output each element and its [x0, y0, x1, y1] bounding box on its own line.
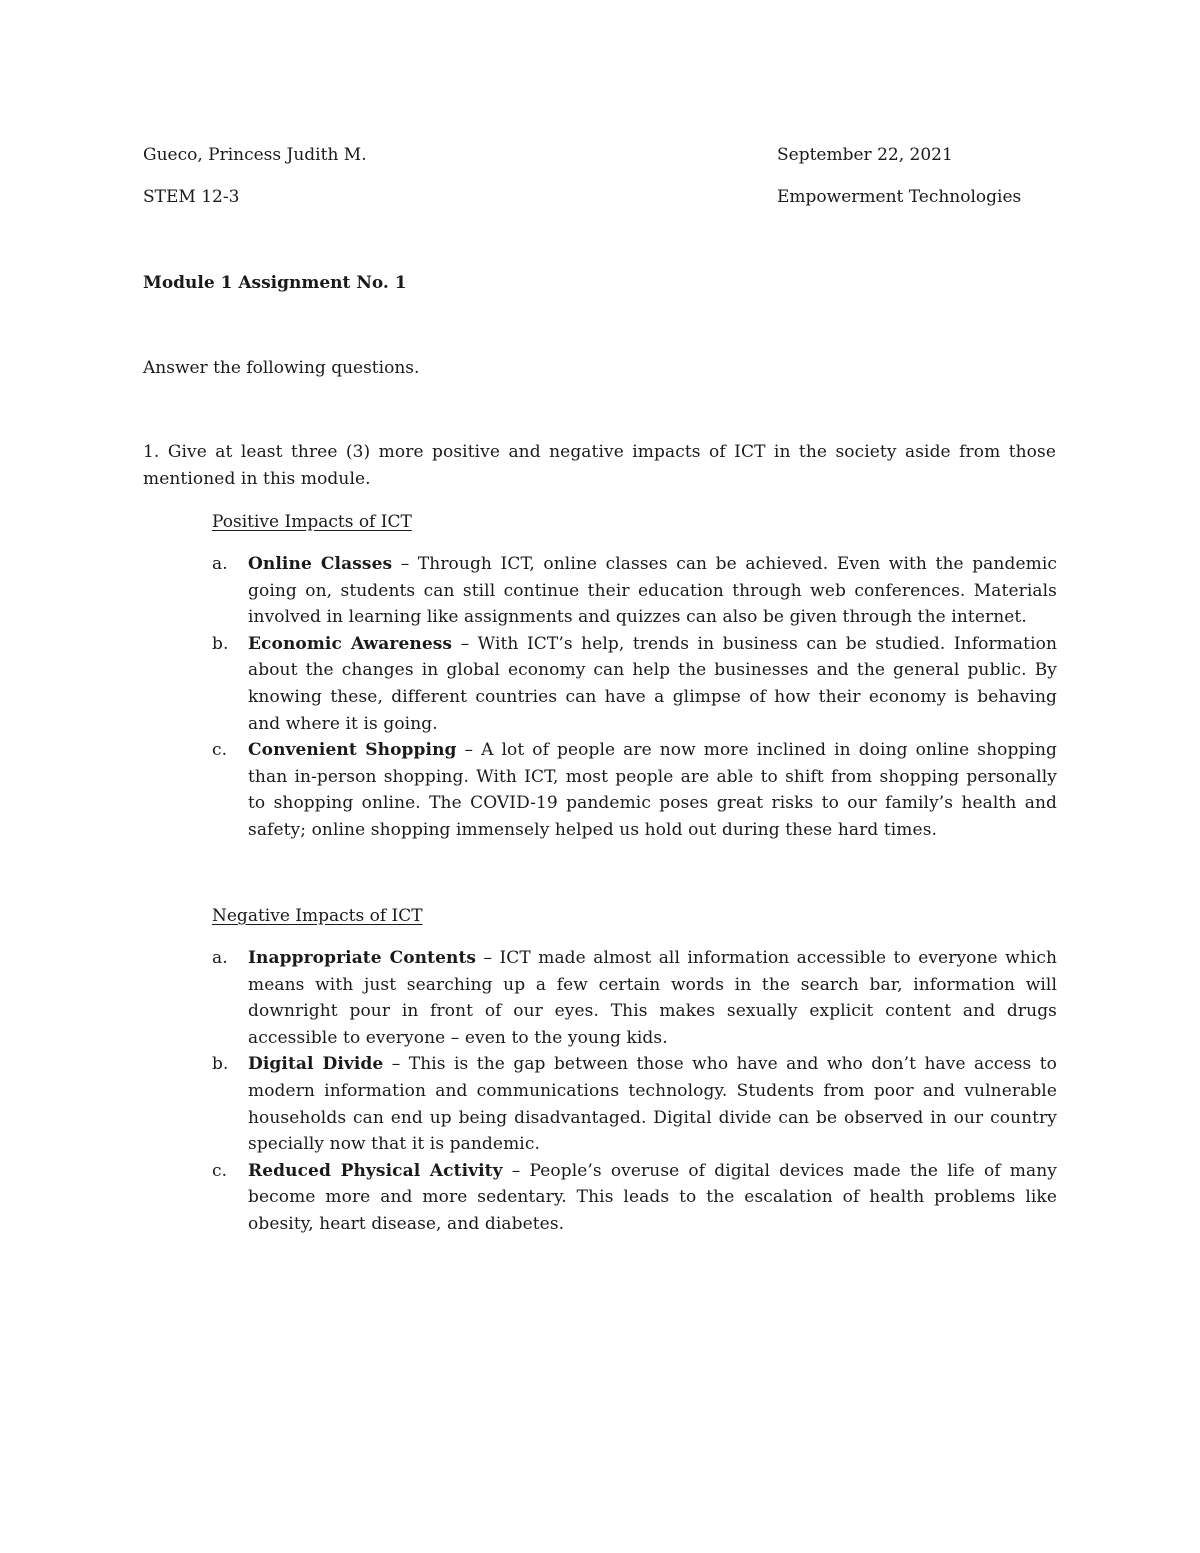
- question-text: 1. Give at least three (3) more positive and negative impacts of ICT in the society aside from those mentioned in this module.: [143, 442, 1056, 489]
- list-item: [212, 1158, 1057, 1238]
- student-name: Gueco, Princess Judith M.: [143, 145, 367, 165]
- positive-impacts-list: [212, 551, 1057, 844]
- list-marker: c.: [212, 740, 228, 761]
- impact-term: Online Classes: [248, 554, 393, 574]
- impact-description: – ICT made almost all information accessible to everyone which means with just searching up a few certain words in the search bar, information will downright pour in front of our eyes. This makes sexually explicit content and drugs accessible to everyone – even to the young kids.: [248, 948, 1057, 1048]
- impact-term: Digital Divide: [248, 1054, 384, 1075]
- list-marker: c.: [212, 1160, 228, 1181]
- list-marker: a.: [212, 554, 228, 574]
- list-marker: a.: [212, 948, 228, 968]
- list-item: [212, 551, 1057, 631]
- instructions: Answer the following questions.: [143, 358, 420, 378]
- list-marker: b.: [212, 1054, 229, 1075]
- impact-description: – Through ICT, online classes can be achieved. Even with the pandemic going on, students can still continue their education through web conferences. Materials involved in learning like assignments and quizzes can also be given through the internet.: [248, 554, 1057, 628]
- list-item: [212, 1051, 1057, 1157]
- impact-description: – People’s overuse of digital devices made the life of many become more and more sedentary. This leads to the escalation of health problems like obesity, heart disease, and diabetes.: [248, 1160, 1058, 1234]
- list-item: [212, 737, 1057, 843]
- subject-name: Empowerment Technologies: [777, 187, 1022, 207]
- impact-term: Reduced Physical Activity: [248, 1160, 503, 1181]
- impact-description: – With ICT’s help, trends in business can be studied. Information about the changes in global economy can help the businesses and the general public. By knowing these, different countries can have a glimpse of how their economy is behaving and where it is going.: [248, 633, 1057, 734]
- negative-impacts-heading: Negative Impacts of ICT: [212, 906, 423, 926]
- list-item: [212, 631, 1057, 737]
- impact-description: – This is the gap between those who have and who don’t have access to modern information and communications technology. Students from poor and vulnerable households can end up being disadvantaged. Digital divide can be observed in our country specially now that it is pandemic.: [248, 1054, 1057, 1155]
- impact-description: – A lot of people are now more inclined in doing online shopping than in-person shopping. With ICT, most people are able to shift from shopping personally to shopping online. The COVID-19 pandemic poses great risks to our family’s health and safety; online shopping immensely helped us hold out during these hard times.: [248, 740, 1057, 840]
- negative-impacts-list: [212, 945, 1057, 1238]
- assignment-title: Module 1 Assignment No. 1: [143, 273, 407, 293]
- document-date: September 22, 2021: [777, 145, 953, 165]
- positive-impacts-heading: Positive Impacts of ICT: [212, 512, 412, 532]
- student-section: STEM 12-3: [143, 187, 240, 207]
- impact-term: Convenient Shopping: [248, 740, 457, 761]
- list-item: [212, 945, 1057, 1051]
- impact-term: Inappropriate Contents: [248, 948, 477, 968]
- impact-term: Economic Awareness: [248, 633, 453, 654]
- list-marker: b.: [212, 633, 229, 654]
